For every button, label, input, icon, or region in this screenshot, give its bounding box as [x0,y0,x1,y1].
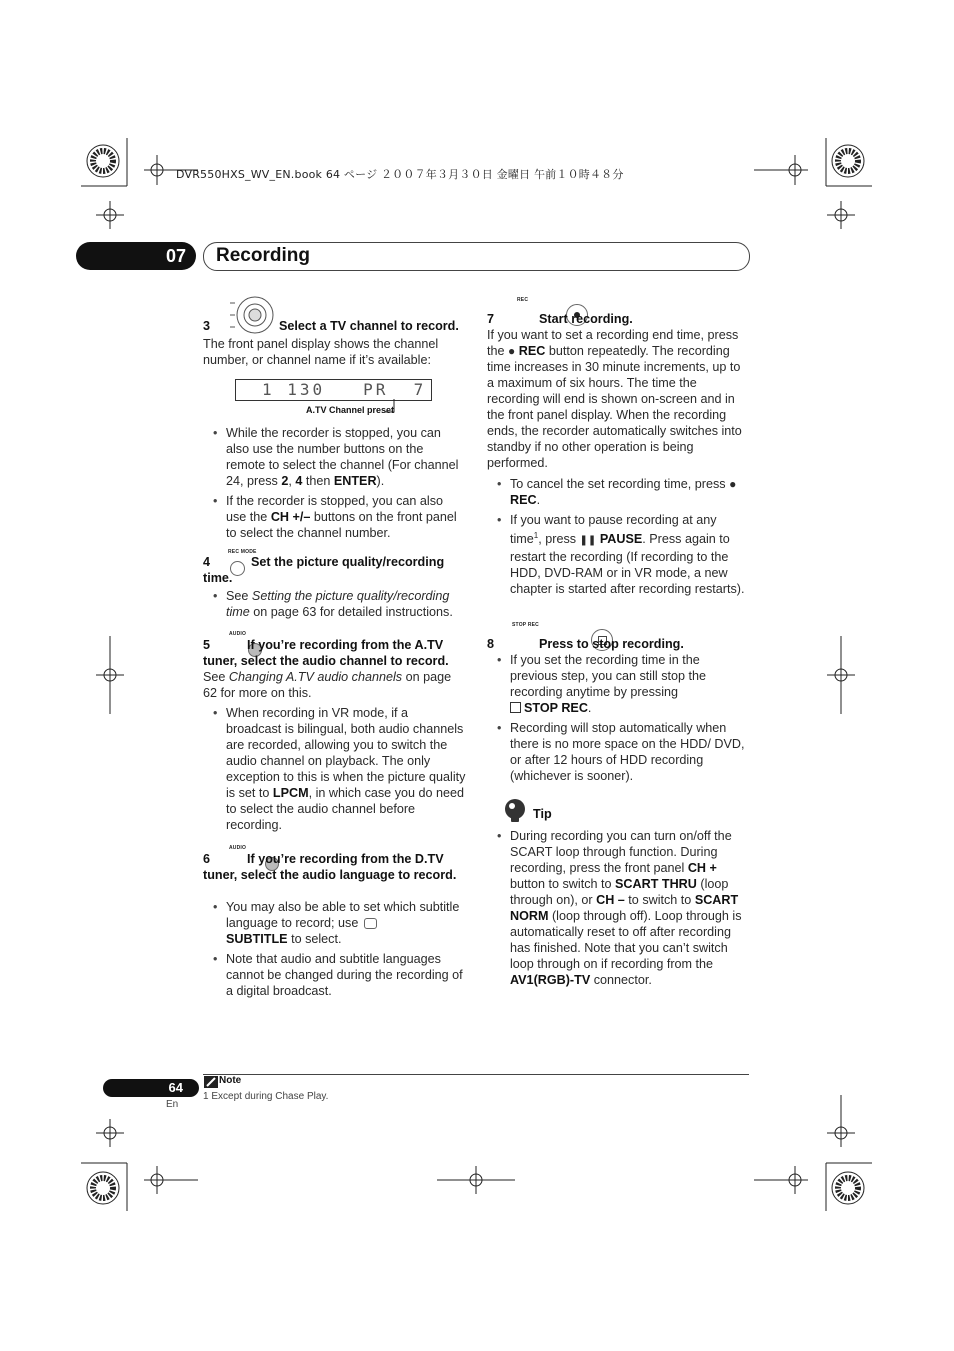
audio-button-label: AUDIO [229,631,247,637]
list-item: • If the recorder is stopped, you can also use the CH +/– buttons on the front panel to select the channel number. [204,493,466,541]
front-panel-display-text: 1 130 PR 7 [262,380,427,399]
step5-bullets [204,701,466,833]
list-item: • Note that audio and subtitle languages cannot be changed during the recording of a digital broadcast. [204,951,466,999]
record-dot-icon: ● [508,344,516,358]
note-divider [203,1074,749,1075]
list-item: • You may also be able to set which subtitle language to record; use SUBTITLE to select. [204,899,466,947]
page-number: 64 [168,1080,183,1095]
footnote-text: 1 Except during Chase Play. [203,1091,329,1102]
audio-button-label: AUDIO [229,845,247,851]
chapter-title: Recording [216,245,310,266]
step3-bullets [204,421,466,541]
tip-heading: Tip [533,807,552,821]
rec-button-label: REC [517,297,529,303]
step7-heading: 7 Start recording. [487,312,633,326]
record-dot-icon: ● [729,477,737,491]
tip-lightbulb-icon [502,797,528,823]
note-label: Note [219,1075,242,1086]
step3-heading: 3 Select a TV channel to record. [203,319,459,333]
stop-icon [510,702,521,713]
pause-icon: ❚❚ [579,535,597,547]
list-item: • To cancel the set recording time, press ● REC. [488,476,750,508]
step7-body: If you want to set a recording end time, press the ● REC button repeatedly. The recording time increases in 30 minute increments, up to a maximum of six hours. The time the recording will end is shown on-screen and in the front panel display. When the recording ends, the recorder automatically switches into standby if no other operation is being performed. [487,328,742,470]
step8-heading: 8 Press to stop recording. [487,637,684,651]
tip-bullets [488,824,750,988]
list-item: • If you want to pause recording at any time$^1$, press ❚❚ PAUSE. Press again to restart the recording (If recording to the HDD, DVD-RAM or in VR mode, a new chapter is started after recording restarts). [488,512,750,597]
step7-bullets [488,472,750,597]
print-header: DVR550HXS_WV_EN.book 64 ページ ２００７年３月３０日 金曜日 午前１０時４８分 [176,168,624,181]
list-item: • If you set the recording time in the previous step, you can still stop the recording anytime by pressing STOP REC. [488,652,750,716]
step4-heading: 4 Set the picture quality/recording time. [203,555,445,585]
step5-intro: See Changing A.TV audio channels on page 62 for more on this. [203,670,452,700]
chapter-number: 07 [165,246,186,266]
list-item: • When recording in VR mode, if a broadcast is bilingual, both audio channels are recorded, allowing you to switch the audio channel on playback. The only exception to this is when the picture quality is set to LPCM, in which case you do need to select the audio channel before recording. [204,705,466,833]
step6-heading: 6 If you’re recording from the D.TV tuner, select the audio language to record. [203,852,457,882]
list-item: • See Setting the picture quality/recording time on page 63 for detailed instructions. [204,588,466,620]
front-panel-display-label: A.TV Channel preset [306,405,395,415]
note-pencil-icon [204,1076,218,1088]
page-language: En [166,1099,179,1110]
step8-bullets [488,648,750,784]
list-item: • Recording will stop automatically when there is no more space on the HDD/ DVD, or after 12 hours of HDD recording (whichever is sooner). [488,720,750,784]
step3-intro: The front panel display shows the channel number, or channel name if it’s available: [203,337,439,367]
rec-mode-button-label: REC MODE [228,549,257,555]
subtitle-button-icon [364,918,377,929]
step6-bullets [204,895,466,999]
stop-rec-button-label: STOP REC [512,622,539,628]
step5-heading: 5 If you’re recording from the A.TV tuner, select the audio channel to record. [203,638,449,668]
list-item: • During recording you can turn on/off the SCART loop through function. During recording, press the front panel CH + button to switch to SCART THRU (loop through on), or CH – to switch to SCART NORM (loop through off). Loop through is automatically reset to off after recording has finished. Note that you can’t switch loop through on if recording from the AV1(RGB)-TV connector. [488,828,750,988]
list-item: • While the recorder is stopped, you can also use the number buttons on the remote to select the channel (For channel 24, press 2, 4 then ENTER). [204,425,466,489]
step4-bullets [204,584,466,620]
